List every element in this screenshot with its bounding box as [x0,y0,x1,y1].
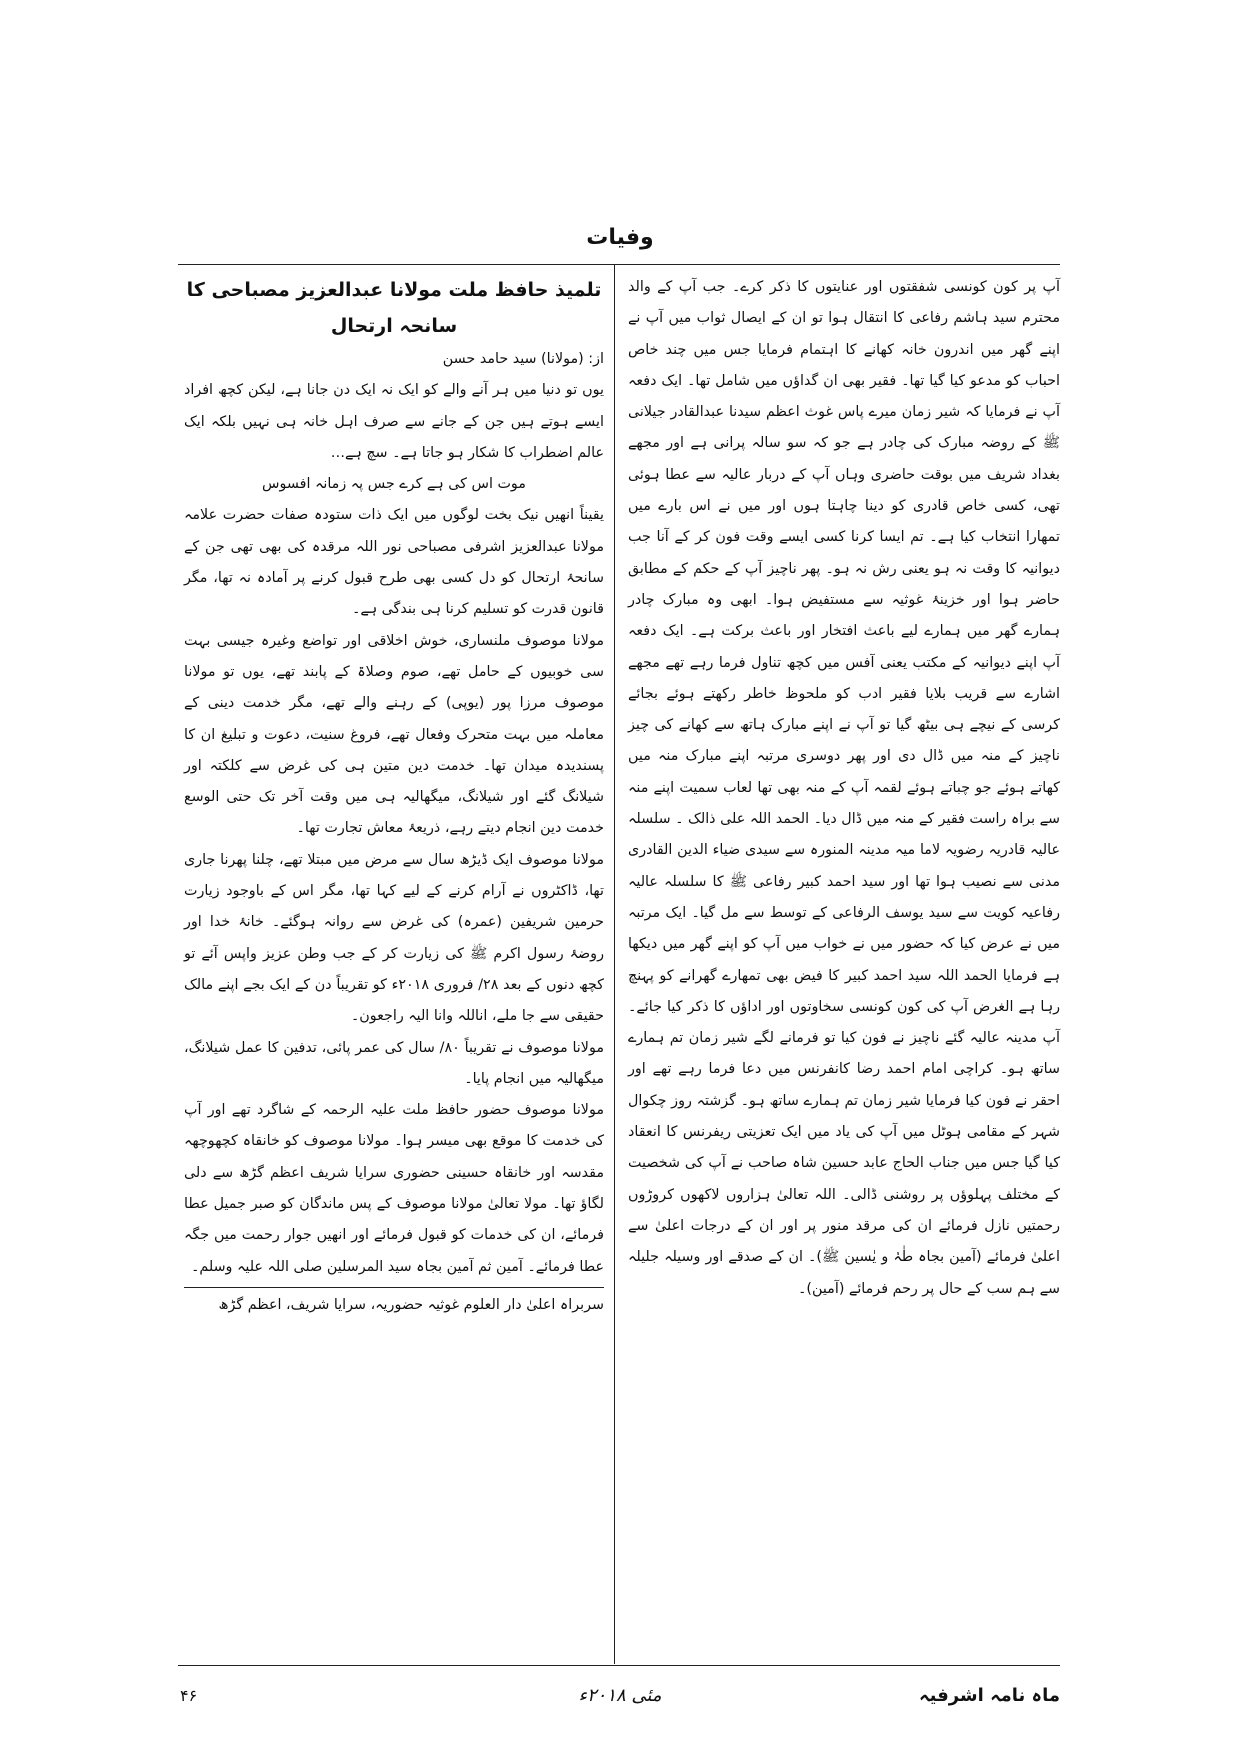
magazine-name: ماہ نامہ اشرفیہ [919,1685,1060,1706]
article-paragraph: مولانا موصوف حضور حافظ ملت علیہ الرحمہ کے شاگرد تھے اور آپ کی خدمت کا موقع بھی میسر ہوا۔ مولانا موصوف کو خانقاہ کچھوچھہ مقدسہ اور خانقاہ حسینی حضوری سرایا شریف اعظم گڑھ سے دلی لگاؤ تھا۔ مولا تعالیٰ مولانا موصوف کے پس ماندگان کو صبر جمیل عطا فرمائے، ان کی خدمات کو قبول فرمائے اور انھیں جوار رحمت میں جگہ عطا فرمائے۔ آمین ثم آمین بجاہ سید المرسلین صلی اللہ علیہ وسلم۔ [184,1102,604,1275]
section-title: وفیات [586,225,654,250]
article-paragraph: مولانا موصوف ایک ڈیڑھ سال سے مرض میں مبتلا تھے، چلنا پھرنا جاری تھا، ڈاکٹروں نے آرام کرنے کے لیے کہا تھا، مگر اس کے باوجود زیارت حرمین شریفین (عمرہ) کی غرض سے روانہ ہوگئے۔ خانۂ خدا اور روضۂ رسول اکرم ﷺ کی زیارت کر کے جب وطن عزیز واپس آئے تو کچھ دنوں کے بعد ۲۸/ فروری ۲۰۱۸ء کو تقریباً دن کے ایک بجے اپنے مالک حقیقی سے جا ملے، اناللہ وانا الیہ راجعون۔ [184,851,604,1025]
right-column-paragraph: آپ پر کون کونسی شفقتوں اور عنایتوں کا ذکر کرے۔ جب آپ کے والد محترم سید ہاشم رفاعی کا انتقال ہوا تو ان کے ایصال ثواب میں آپ نے اپنے گھر میں اندرون خانہ کھانے کا اہتمام فرمایا جس میں چند خاص احباب کو مدعو کیا گیا تھا۔ فقیر بھی ان گداؤں میں شامل تھا۔ ایک دفعہ آپ نے فرمایا کہ شیر زمان میرے پاس غوث اعظم سیدنا عبدالقادر جیلانی ﷺ کے روضہ مبارک کی چادر ہے جو کہ سو سالہ پرانی ہے اور مجھے بغداد شریف میں بوقت حاضری وہاں آپ کے دربار عالیہ سے عطا ہوئی تھی، کسی خاص قادری کو دینا چاہتا ہوں اور میں نے اس بارے میں تمھارا انتخاب کیا ہے۔ تم ایسا کرنا کسی ایسے وقت فون کر کے آنا جب دیوانیہ کا وقت نہ ہو یعنی رش نہ ہو۔ پھر ناچیز آپ کے حکم کے مطابق حاضر ہوا اور خزینۂ غوثیہ سے مستفیض ہوا۔ ابھی وہ مبارک چادر ہمارے گھر میں ہمارے لیے باعث افتخار اور باعث برکت ہے۔ ایک دفعہ آپ اپنے دیوانیہ کے مکتب یعنی آفس میں کچھ تناول فرما رہے تھے مجھے اشارے سے قریب بلایا فقیر ادب کو ملحوظ خاطر رکھتے ہوئے بجائے کرسی کے نیچے ہی بیٹھ گیا تو آپ نے اپنے مبارک ہاتھ سے کھانے کی چیز ناچیز کے منہ میں ڈال دی اور پھر دوسری مرتبہ اپنے مبارک منہ میں کھاتے ہوئے جو چباتے ہوئے لقمہ آپ کے منہ بھی تھا لعاب سمیت اپنے منہ سے براہ راست فقیر کے منہ میں ڈال دیا۔ الحمد اللہ علی ذالک ۔ سلسلہ عالیہ قادریہ رضویہ لاما میہ مدینہ المنورہ سے سیدی ضیاء الدین القادری مدنی سے نصیب ہوا تھا اور سید احمد کبیر رفاعی ﷺ کا سلسلہ عالیہ رفاعیہ کویت سے سید یوسف الرفاعی کے توسط سے مل گیا۔ ایک مرتبہ میں نے عرض کیا کہ حضور میں نے خواب میں آپ کو اپنے گھر میں دیکھا ہے فرمایا الحمد اللہ سید احمد کبیر کا فیض بھی تمھارے گھرانے کو پہنچ رہا ہے الغرض آپ کی کون کونسی سخاوتوں اور اداؤں کا ذکر کیا جائے۔ آپ مدینہ عالیہ گئے ناچیز نے فون کیا تو فرمانے لگے شیر زمان تم ہمارے ساتھ ہو۔ کراچی امام احمد رضا کانفرنس میں دعا فرما رہے تھے اور احقر نے فون کیا فرمایا شیر زمان تم ہمارے ساتھ ہو۔ گزشتہ روز چکوال شہر کے مقامی ہوٹل میں آپ کی یاد میں ایک تعزیتی ریفرنس کا انعقاد کیا گیا جس میں جناب الحاج عابد حسین شاہ صاحب نے آپ کی شخصیت کے مختلف پہلوؤں پر روشنی ڈالی۔ اللہ تعالیٰ ہزاروں لاکھوں کروڑوں رحمتیں نازل فرمائے ان کی مرقد منور پر اور ان کے درجات اعلیٰ سے اعلیٰ فرمائے (آمین بجاہ طٰہٰ و یٰسین ﷺ)۔ ان کے صدقے اور وسیلہ جلیلہ سے ہم سب کے حال پر رحم فرمائے (آمین)۔ [628,279,1060,1297]
page-number: ۴۶ [180,1686,198,1705]
article-paragraph: یوں تو دنیا میں ہر آنے والے کو ایک نہ ایک دن جانا ہے، لیکن کچھ افراد ایسے ہوتے ہیں جن کے جانے سے صرف اہل خانہ ہی نہیں بلکہ ایک عالم اضطراب کا شکار ہو جاتا ہے۔ سچ ہے… [184,382,604,461]
article-paragraph: مولانا موصوف ملنساری، خوش اخلاقی اور تواضع وغیرہ جیسی بہت سی خوبیوں کے حامل تھے، صوم وصلاۃ کے پابند تھے، یوں تو مولانا موصوف مرزا پور (یوپی) کے رہنے والے تھے، مگر خدمت دینی کے معاملہ میں بہت متحرک وفعال تھے، فروغ سنیت، دعوت و تبلیغ ان کا پسندیدہ میدان تھا۔ خدمت دین متین ہی کی غرض سے کلکتہ اور شیلانگ گئے اور شیلانگ، میگھالیہ ہی میں وقت آخر تک حتی الوسع خدمت دین انجام دیتے رہے، ذریعۂ معاش تجارت تھا۔ [184,632,604,837]
article-verse: موت اس کی ہے کرے جس پہ زمانہ افسوس [262,476,526,493]
article-paragraph: یقیناً انھیں نیک بخت لوگوں میں ایک ذات ستودہ صفات حضرت علامہ مولانا عبدالعزیز اشرفی مصباحی نور اللہ مرقدہ کی بھی تھی جن کے سانحۂ ارتحال کو دل کسی بھی طرح قبول کرنے پر آمادہ نہ تھا، مگر قانون قدرت کو تسلیم کرنا ہی بندگی ہے۔ [184,507,604,618]
article-paragraph: مولانا موصوف نے تقریباً ۸۰/ سال کی عمر پائی، تدفین کا عمل شیلانگ، میگھالیہ میں انجام پایا۔ [184,1039,604,1087]
column-divider [614,264,615,1664]
left-column [184,272,604,1321]
article-signoff: سربراہ اعلیٰ دار العلوم غوثیہ حضوریہ، سرایا شریف، اعظم گڑھ [184,1287,604,1321]
article-title: تلمیذ حافظ ملت مولانا عبدالعزیز مصباحی کا سانحہ ارتحال [186,279,602,337]
issue-date: مئی ۲۰۱۸ء [578,1685,662,1706]
article-author: از: (مولانا) سید حامد حسن [442,351,604,367]
right-column [628,272,1060,1305]
